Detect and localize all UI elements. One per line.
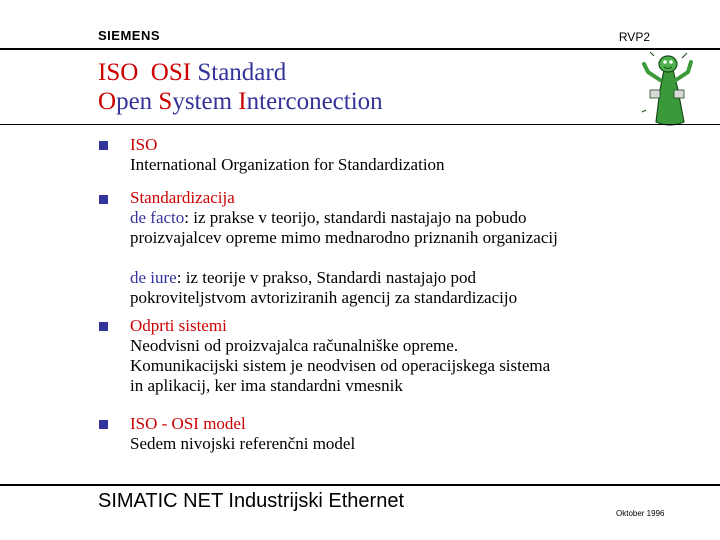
top-divider bbox=[0, 48, 720, 50]
item-line: pokroviteljstvom avtoriziranih agencij za standardizacijo bbox=[130, 288, 518, 307]
square-bullet-icon bbox=[99, 141, 108, 150]
title-cap-s: S bbox=[158, 88, 173, 115]
title-line-2 bbox=[98, 87, 383, 116]
title-rest-interconection: nterconection bbox=[246, 88, 383, 115]
title-rest-pen: pen bbox=[116, 88, 159, 115]
square-bullet-icon bbox=[99, 322, 108, 331]
item-heading: ISO bbox=[130, 135, 158, 154]
list-item-iso bbox=[130, 135, 690, 175]
item-heading: Standardizacija bbox=[130, 188, 235, 207]
title-divider bbox=[0, 124, 720, 125]
list-item-odprti-sistemi bbox=[130, 316, 690, 396]
slide-code: RVP2 bbox=[618, 30, 650, 44]
item-line: Komunikacijski sistem je neodvisen od operacijskega sistema bbox=[130, 356, 551, 375]
item-heading: Odprti sistemi bbox=[130, 316, 227, 335]
title-line-1 bbox=[98, 58, 383, 87]
footer-date: Oktober 1996 bbox=[616, 509, 665, 518]
term-de-facto: de facto bbox=[130, 208, 185, 227]
item-line: Neodvisni od proizvajalca računalniške opreme. bbox=[130, 336, 459, 355]
green-bottle-mascot-icon bbox=[640, 50, 695, 128]
siemens-logo: SIEMENS bbox=[98, 28, 161, 43]
item-line bbox=[130, 208, 690, 228]
footer-title: SIMATIC NET Industrijski Ethernet bbox=[98, 490, 405, 512]
deiure-text: : iz teorije v prakso, Standardi nastajajo pod bbox=[176, 268, 477, 287]
item-heading: ISO - OSI model bbox=[130, 414, 246, 433]
title-cap-i: I bbox=[238, 88, 247, 115]
square-bullet-icon bbox=[99, 420, 108, 429]
item-line bbox=[130, 268, 690, 288]
list-item-standardizacija bbox=[130, 188, 690, 308]
item-line: proizvajalcev opreme mimo mednarodno priznanih organizacij bbox=[130, 228, 558, 247]
title-osi: OSI bbox=[150, 59, 192, 86]
term-de-iure: de iure bbox=[130, 268, 177, 287]
item-line: Sedem nivojski referenčni model bbox=[130, 434, 356, 453]
bottom-divider bbox=[0, 484, 720, 486]
item-line: in aplikacij, ker ima standardni vmesnik bbox=[130, 376, 403, 395]
title-iso: ISO bbox=[98, 59, 139, 86]
title-standard: Standard bbox=[197, 59, 287, 86]
slide-title bbox=[98, 58, 383, 116]
title-cap-o: O bbox=[98, 88, 117, 115]
item-line: International Organization for Standardization bbox=[130, 155, 445, 174]
defacto-text: : iz prakse v teorijo, standardi nastajajo na pobudo bbox=[184, 208, 527, 227]
list-item-iso-osi-model bbox=[130, 414, 690, 454]
square-bullet-icon bbox=[99, 195, 108, 204]
title-rest-system: ystem bbox=[172, 88, 239, 115]
